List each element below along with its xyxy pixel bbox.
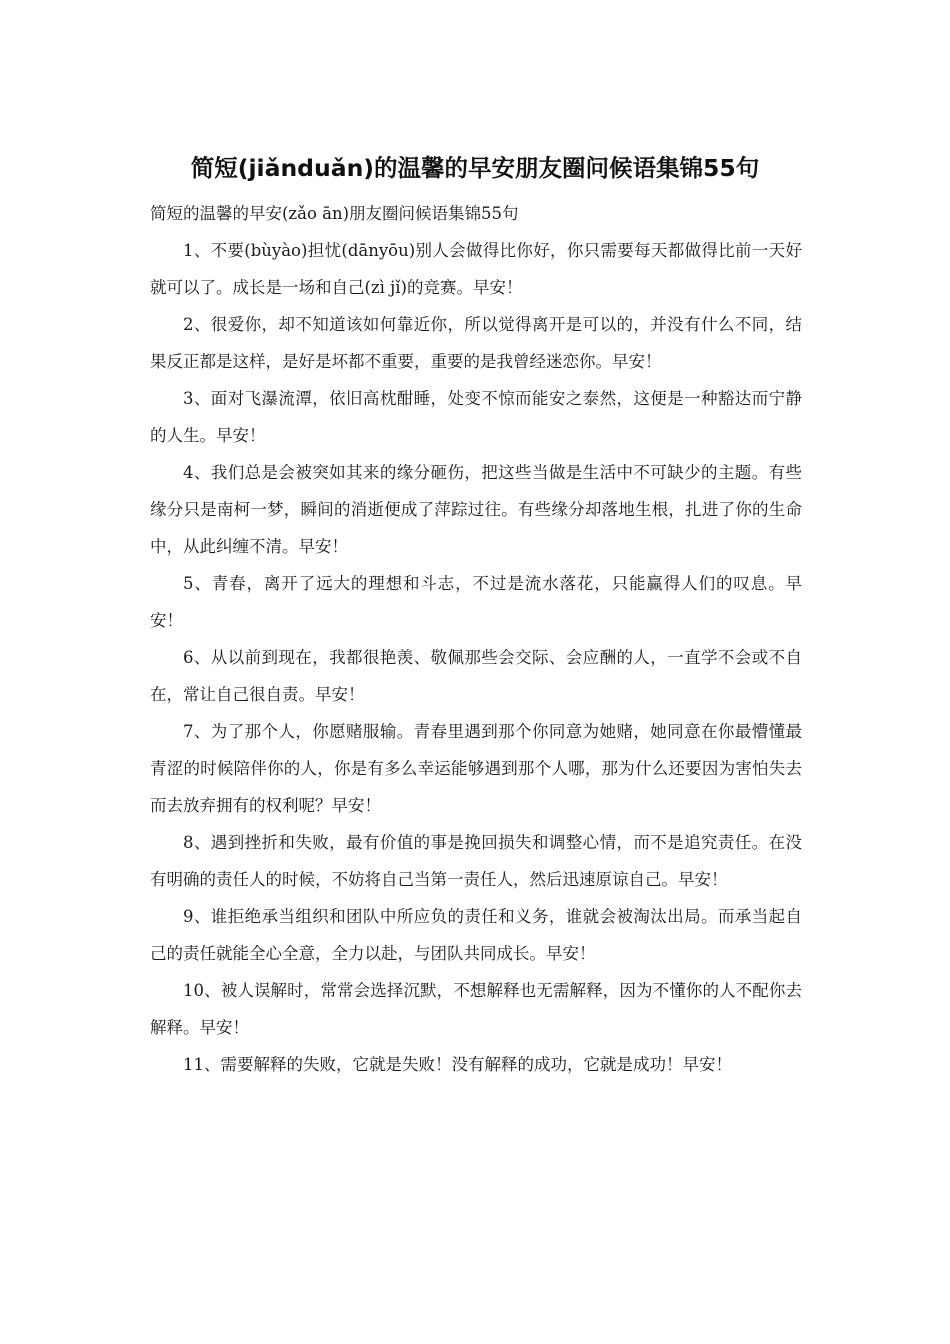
paragraph-10: 10、被人误解时，常常会选择沉默，不想解释也无需解释，因为不懂你的人不配你去解释。早安！: [150, 981, 802, 1037]
paragraph-4: 4、我们总是会被突如其来的缘分砸伤，把这些当做是生活中不可缺少的主题。有些缘分只是南柯一梦，瞬间的消逝便成了萍踪过往。有些缘分却落地生根，扎进了你的生命中，从此纠缠不清。早安！: [150, 463, 802, 556]
document-body: [150, 195, 802, 1083]
paragraph-3: 3、面对飞瀑流潭，依旧高枕酣睡，处变不惊而能安之泰然，这便是一种豁达而宁静的人生。早安！: [150, 389, 802, 445]
paragraph-1: 1、不要(bùyào)担忧(dānyōu)别人会做得比你好，你只需要每天都做得比前一天好就可以了。成长是一场和自己(zì jǐ)的竞赛。早安！: [150, 241, 802, 297]
paragraph-2: 2、很爱你，却不知道该如何靠近你，所以觉得离开是可以的，并没有什么不同，结果反正都是这样，是好是坏都不重要，重要的是我曾经迷恋你。早安！: [150, 315, 802, 371]
paragraph-5: 5、青春，离开了远大的理想和斗志，不过是流水落花，只能赢得人们的叹息。早安！: [150, 574, 802, 630]
paragraph-7: 7、为了那个人，你愿赌服输。青春里遇到那个你同意为她赌，她同意在你最懵懂最青涩的时候陪伴你的人，你是有多么幸运能够遇到那个人哪，那为什么还要因为害怕失去而去放弃拥有的权利呢？早安！: [150, 722, 802, 815]
paragraph-11: 11、需要解释的失败，它就是失败！没有解释的成功，它就是成功！早安！: [183, 1055, 732, 1074]
document-title: 简短(jiǎnduǎn)的温馨的早安朋友圈问候语集锦55句: [190, 154, 760, 182]
document-subtitle: 简短的温馨的早安(zǎo ān)朋友圈问候语集锦55句: [150, 204, 519, 223]
paragraph-8: 8、遇到挫折和失败，最有价值的事是挽回损失和调整心情，而不是追究责任。在没有明确的责任人的时候，不妨将自己当第一责任人，然后迅速原谅自己。早安！: [150, 833, 802, 889]
paragraph-9: 9、谁拒绝承当组织和团队中所应负的责任和义务，谁就会被淘汰出局。而承当起自己的责任就能全心全意，全力以赴，与团队共同成长。早安！: [150, 907, 802, 963]
paragraph-6: 6、从以前到现在，我都很艳羡、敬佩那些会交际、会应酬的人，一直学不会或不自在，常让自己很自责。早安！: [150, 648, 802, 704]
